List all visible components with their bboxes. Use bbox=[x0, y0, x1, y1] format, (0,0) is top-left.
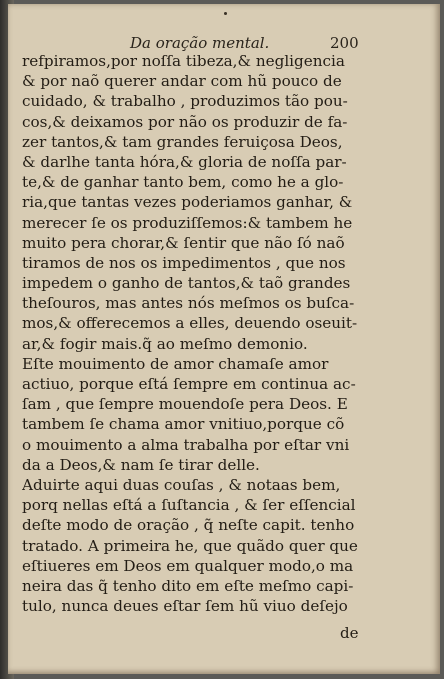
text-line: actiuo, porque eſtá ſempre em continua ac- bbox=[22, 375, 356, 393]
text-line: impedem o ganho de tantos,& taõ grandes bbox=[22, 274, 351, 293]
page-text-block bbox=[22, 51, 380, 616]
catchword: de bbox=[340, 624, 359, 642]
ink-speck bbox=[224, 12, 227, 15]
text-line: o mouimento a alma trabalha por eſtar vni bbox=[22, 435, 350, 454]
text-line: Eſte mouimento de amor chamaſe amor bbox=[22, 354, 329, 373]
text-line: ria,que tantas vezes poderiamos ganhar, & bbox=[22, 193, 353, 212]
text-line: te,& de ganhar tanto bem, como he a glo- bbox=[22, 173, 344, 192]
text-line: ſam , que ſempre mouendoſe pera Deos. E bbox=[22, 395, 348, 414]
text-line: porq nellas eſtá a ſuſtancia , & ſer eſſencial bbox=[22, 496, 356, 515]
text-line: cuidado, & trabalho , produzimos tão pou- bbox=[22, 92, 348, 111]
text-line: cos,& deixamos por não os produzir de fa- bbox=[22, 112, 348, 131]
text-line: tambem ſe chama amor vnitiuo,porque cõ bbox=[22, 415, 345, 434]
text-line: theſouros, mas antes nós meſmos os buſca- bbox=[22, 294, 355, 313]
running-title: Da oração mental. bbox=[130, 34, 270, 52]
text-line: eſtiueres em Deos em qualquer modo,o ma bbox=[22, 556, 354, 575]
text-line: ar,& fogir mais.q̃ ao meſmo demonio. bbox=[22, 334, 308, 353]
text-line: tiramos de nos os impedimentos , que nos bbox=[22, 253, 346, 272]
text-line: tulo, nunca deues eſtar ſem hũ viuo deſejo bbox=[22, 597, 348, 616]
text-line: neira das q̃ tenho dito em eſte meſmo capi- bbox=[22, 576, 354, 595]
text-line: & darlhe tanta hóra,& gloria de noſſa par- bbox=[22, 152, 347, 171]
text-line: muito pera chorar,& ſentir que não ſó naõ bbox=[22, 233, 345, 252]
text-line: merecer ſe os produziſſemos:& tambem he bbox=[22, 213, 353, 232]
text-line: refpiramos,por noſſa tibeza,& negligencia bbox=[22, 52, 345, 70]
text-line: deſte modo de oração , q̃ neſte capit. tenho bbox=[22, 516, 355, 535]
text-line: Aduirte aqui duas couſas , & notaas bem, bbox=[22, 475, 341, 494]
text-line: & por naõ querer andar com hũ pouco de bbox=[22, 72, 342, 91]
text-line: mos,& offerecemos a elles, deuendo oseuit- bbox=[22, 314, 358, 333]
page-number: 200 bbox=[330, 34, 359, 52]
text-line: zer tantos,& tam grandes feruiçosa Deos, bbox=[22, 132, 343, 151]
text-line: tratado. A primeira he, que quãdo quer que bbox=[22, 536, 358, 555]
text-line: da a Deos,& nam ſe tirar delle. bbox=[22, 455, 260, 474]
